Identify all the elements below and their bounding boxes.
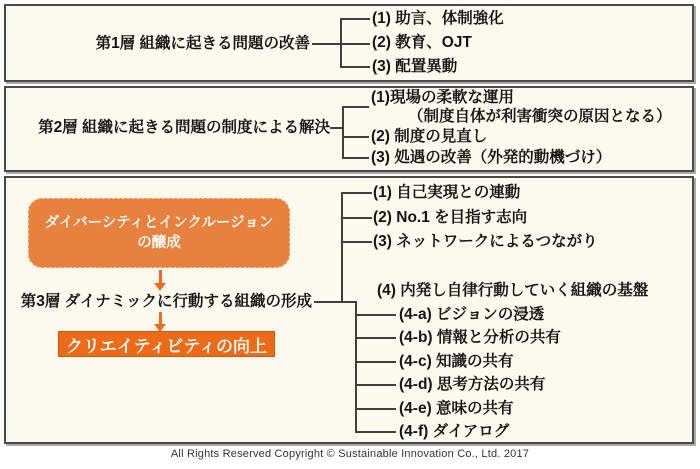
layer3-subitem-4f: (4-f) ダイアログ bbox=[399, 423, 510, 440]
diversity-inclusion-line1: ダイバーシティとインクルージョン bbox=[44, 215, 274, 231]
layer1-item-2: (2) 教育、OJT bbox=[372, 34, 472, 51]
layer3-item-3: (3) ネットワークによるつながり bbox=[373, 233, 598, 250]
diversity-inclusion-callout bbox=[28, 198, 290, 268]
layer3-connector-line bbox=[314, 301, 355, 303]
layer3-subbranch-line bbox=[355, 408, 396, 410]
layer3-subbranch-line bbox=[355, 384, 396, 386]
layer2-branch-line bbox=[342, 157, 369, 159]
layer3-branch-line bbox=[341, 241, 372, 243]
layer1-branch-line bbox=[340, 43, 370, 45]
layer1-branch-line bbox=[340, 18, 370, 20]
layer2-item-3: (3) 処遇の改善（外発的動機づけ） bbox=[371, 149, 612, 166]
layer3-branch-line bbox=[341, 192, 372, 194]
layer3-bracket-line bbox=[341, 192, 343, 303]
layer3-subbranch-line bbox=[355, 361, 396, 363]
layer2-item-2: (2) 制度の見直し bbox=[371, 128, 488, 145]
copyright-text: All Rights Reserved Copyright © Sustainable Innovation Co., Ltd. 2017 bbox=[170, 448, 530, 460]
layer3-subitem-4b: (4-b) 情報と分析の共有 bbox=[399, 329, 561, 346]
layer3-subitem-4c: (4-c) 知識の共有 bbox=[399, 353, 514, 370]
arrow-down-head-icon bbox=[154, 283, 166, 291]
layer1-item-3: (3) 配置異動 bbox=[372, 58, 458, 75]
layer2-title: 第2層 組織に起きる問題の制度による解決 bbox=[38, 119, 330, 136]
layer3-branch-line bbox=[341, 217, 372, 219]
layer3-title: 第3層 ダイナミックに行動する組織の形成 bbox=[20, 293, 312, 310]
layer3-item-1: (1) 自己実現との連動 bbox=[373, 184, 521, 201]
layer3-item-2: (2) No.1 を目指す志向 bbox=[373, 209, 528, 226]
arrow-down-icon bbox=[159, 270, 162, 283]
layer2-item-1 bbox=[371, 88, 672, 126]
diversity-inclusion-line2: の醸成 bbox=[137, 235, 181, 251]
layer3-subitem-4a: (4-a) ビジョンの浸透 bbox=[399, 306, 545, 323]
layer3-item-4: (4) 内発し自律行動していく組織の基盤 bbox=[377, 282, 649, 299]
layer2-item-1-text: (1)現場の柔軟な運用 bbox=[371, 89, 514, 106]
layer2-branch-line bbox=[342, 106, 369, 108]
layer1-item-1: (1) 助言、体制強化 bbox=[372, 10, 504, 27]
creativity-callout: クリエイティビティの向上 bbox=[58, 331, 275, 357]
layer3-subitem-4e: (4-e) 意味の共有 bbox=[399, 400, 514, 417]
arrow-down-icon bbox=[159, 312, 162, 324]
layer3-subbracket-line bbox=[355, 301, 357, 433]
layer1-title: 第1層 組織に起きる問題の改善 bbox=[95, 35, 310, 52]
layer2-bracket-line bbox=[342, 106, 344, 159]
layer1-branch-line bbox=[340, 66, 370, 68]
layer3-subitem-4d: (4-d) 思考方法の共有 bbox=[399, 376, 546, 393]
layer3-subbranch-line bbox=[355, 314, 396, 316]
layer2-item-1-note: （制度自体が利害衝突の原因となる） bbox=[408, 108, 672, 125]
layer3-subbranch-line bbox=[355, 337, 396, 339]
layer3-subbranch-line bbox=[355, 431, 396, 433]
layer2-branch-line bbox=[342, 136, 369, 138]
layer1-connector-line bbox=[312, 43, 340, 45]
